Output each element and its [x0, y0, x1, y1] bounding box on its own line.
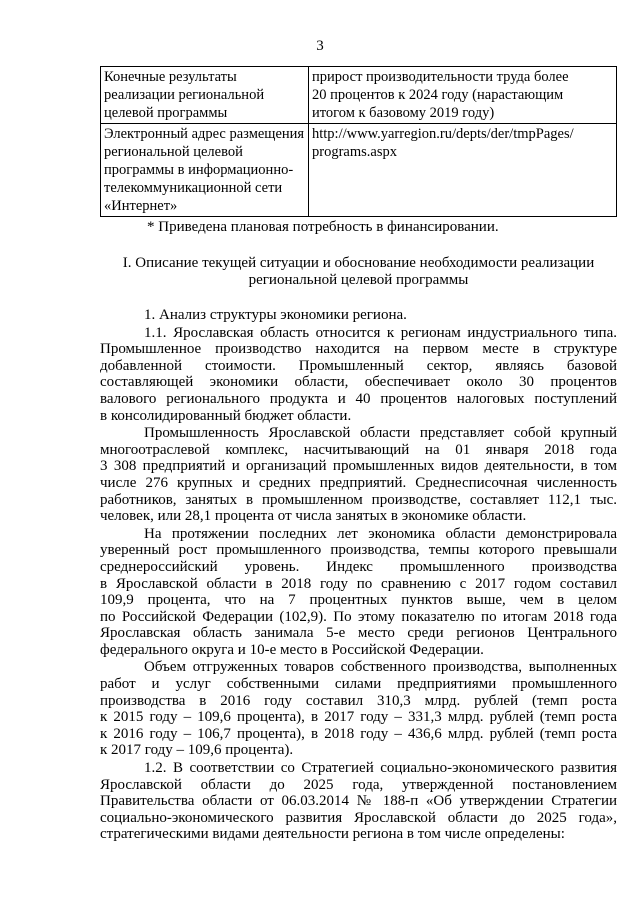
paragraph-line: работников, занятых в промышленном производстве, составляет 112,1 тыс.: [100, 491, 617, 508]
cell-line: реализации региональной: [104, 87, 265, 103]
document-body: [100, 307, 617, 843]
program-info-table: [100, 66, 617, 217]
section-title-line: региональной целевой программы: [248, 272, 469, 288]
cell-line: прирост производительности труда более: [312, 69, 569, 85]
paragraph-line: 1.1. Ярославская область относится к регионам индустриального типа.: [144, 324, 617, 341]
paragraph-line: 1. Анализ структуры экономики региона.: [144, 307, 407, 323]
cell-line: «Интернет»: [104, 198, 178, 214]
cell-line: региональной целевой: [104, 144, 243, 160]
paragraph-line: 3 308 предприятий и организаций промышленных видов деятельности, в том: [100, 458, 617, 475]
paragraph-line: Ярославская область занимала 5-е место среди регионов Центрального: [100, 625, 617, 642]
paragraph-line: Объем отгруженных товаров собственного производства, выполненных: [144, 659, 617, 676]
cell-line: телекоммуникационной сети: [104, 180, 283, 196]
paragraph-line: работ и услуг собственными силами предприятиями промышленного: [100, 676, 617, 693]
paragraph-line: социально-экономического развития Ярославской области до 2025 года»,: [100, 809, 617, 826]
paragraph-line: Промышленное производство находится на первом месте в структуре: [100, 341, 617, 358]
paragraph-line: числе 276 крупных и средних предприятий. Среднесписочная численность: [100, 474, 617, 491]
paragraph: [100, 760, 617, 843]
paragraph-line: человек, или 28,1 процента от числа занятых в экономике области.: [100, 508, 527, 525]
paragraph-line: производства в 2016 году составил 310,3 млрд. рублей (темп роста: [100, 692, 617, 709]
footnote: * Приведена плановая потребность в финансировании.: [147, 219, 499, 235]
paragraph-line: к 2017 году – 109,6 процента).: [100, 742, 294, 759]
paragraph-line: 109,9 процента, что на 7 процентных пунктов выше, чем в целом: [100, 592, 617, 609]
paragraph: [100, 325, 617, 425]
paragraph-line: федерального округа и 10-е место в Российской Федерации.: [100, 641, 484, 658]
paragraph-line: составляющей экономики области, обеспечивает около 30 процентов: [100, 374, 617, 391]
table-cell-label: [101, 67, 309, 124]
paragraph: [100, 659, 617, 759]
paragraph-line: На протяжении последних лет экономика области демонстрировала: [144, 525, 617, 542]
paragraph-line: к 2015 году – 109,6 процента), в 2017 году – 331,3 млрд. рублей (темп роста: [100, 709, 617, 726]
cell-line: 20 процентов к 2024 году (нарастающим: [312, 87, 564, 103]
paragraph-line: добавленной стоимости. Промышленный сектор, являясь базовой: [100, 357, 617, 374]
table-row: [101, 67, 617, 124]
paragraph-line: Ярославской области до 2025 года, утвержденной постановлением: [100, 776, 617, 793]
paragraph-line: уверенный рост промышленного производства, темпы которого превышали: [100, 542, 617, 559]
paragraph-line: 1.2. В соответствии со Стратегией социально-экономического развития: [144, 760, 617, 777]
paragraph-line: к 2016 году – 106,7 процента), в 2018 году – 436,6 млрд. рублей (темп роста: [100, 725, 617, 742]
paragraph-line: многоотраслевой комплекс, насчитывающий на 01 января 2018 года: [100, 441, 617, 458]
paragraph-line: валового регионального продукта и 40 процентов налоговых поступлений: [100, 390, 617, 407]
table-cell-label: [101, 124, 309, 217]
cell-line: Конечные результаты: [104, 69, 237, 85]
program-url-link[interactable]: programs.aspx: [312, 144, 397, 160]
paragraph-line: среднероссийский уровень. Индекс промышленного производства: [100, 558, 617, 575]
section-title-line: I. Описание текущей ситуации и обоснование необходимости реализации: [122, 255, 595, 271]
section-title: [100, 255, 617, 289]
table-row: [101, 124, 617, 217]
table-cell-value: [309, 67, 617, 124]
paragraph: [100, 307, 617, 324]
paragraph-line: Промышленность Ярославской области представляет собой крупный: [144, 425, 617, 442]
paragraph-line: в консолидированный бюджет области.: [100, 407, 352, 424]
cell-line: Электронный адрес размещения: [104, 126, 305, 142]
table-cell-value: [309, 124, 617, 217]
program-url-link[interactable]: http://www.yarregion.ru/depts/der/tmpPages/: [312, 126, 574, 142]
page-number: 3: [316, 38, 324, 54]
cell-line: программы в информационно-: [104, 162, 294, 178]
cell-line: итогом к базовому 2019 году): [312, 105, 495, 121]
paragraph-line: Правительства области от 06.03.2014 № 188-п «Об утверждении Стратегии: [100, 793, 617, 810]
paragraph-line: по Российской Федерации (102,9). По этому показателю по итогам 2018 года: [100, 608, 617, 625]
cell-line: целевой программы: [104, 105, 228, 121]
paragraph: [100, 425, 617, 525]
paragraph: [100, 526, 617, 659]
paragraph-line: стратегическими видами деятельности региона в том числе определены:: [100, 826, 565, 843]
paragraph-line: в Ярославской области в 2018 году по сравнению с 2017 годом составил: [100, 575, 617, 592]
